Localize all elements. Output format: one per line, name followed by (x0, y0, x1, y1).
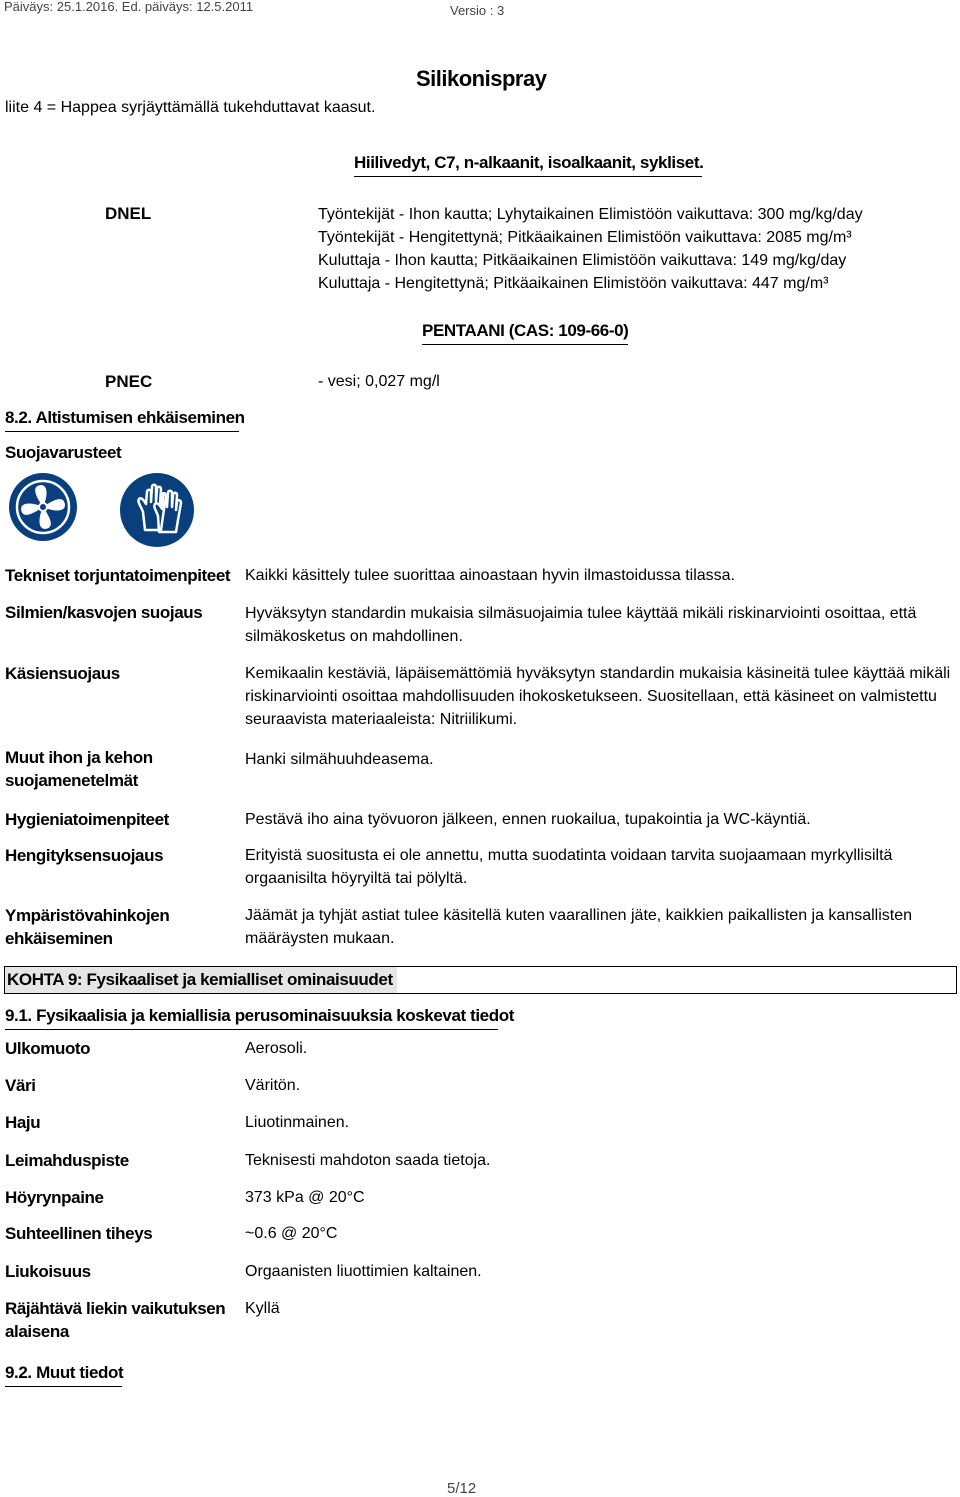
header-version: Versio : 3 (450, 3, 505, 18)
dnel-line-4: Kuluttaja - Hengitettynä; Pitkäaikainen Elimistöön vaikuttava: 447 mg/m³ (318, 275, 829, 292)
dnel-line-3: Kuluttaja - Ihon kautta; Pitkäaikainen Elimistöön vaikuttava: 149 mg/kg/day (318, 252, 847, 269)
prop-value-solubility: Orgaanisten liuottimien kaltainen. (245, 1263, 482, 1280)
row-value-technical: Kaikki käsittely tulee suorittaa ainoastaan hyvin ilmastoidussa tilassa. (245, 567, 736, 584)
section-9-bar (4, 966, 957, 994)
ventilation-icon (8, 472, 78, 542)
substance-name-hydrocarbons: Hiilivedyt, C7, n-alkaanit, isoalkaanit, sykliset. (354, 151, 702, 177)
dnel-label: DNEL (105, 204, 152, 223)
section-8-2-title: 8.2. Altistumisen ehkäiseminen (5, 406, 239, 432)
prop-label-solubility: Liukoisuus (5, 1262, 91, 1281)
header-dates: Päiväys: 25.1.2016. Ed. päiväys: 12.5.2011 (4, 0, 254, 14)
ppe-heading: Suojavarusteet (5, 443, 122, 462)
row-label-hand-protection: Käsiensuojaus (5, 664, 120, 683)
prop-value-relative-density: ~0.6 @ 20°C (245, 1225, 338, 1242)
prop-label-relative-density: Suhteellinen tiheys (5, 1224, 153, 1243)
prop-value-explosive: Kyllä (245, 1300, 280, 1317)
prop-value-odour: Liuotinmainen. (245, 1114, 350, 1131)
section-9-2-title: 9.2. Muut tiedot (5, 1361, 122, 1387)
prop-value-vapour-pressure: 373 kPa @ 20°C (245, 1189, 365, 1206)
substance-name-pentane: PENTAANI (CAS: 109-66-0) (422, 319, 628, 345)
product-title: Silikonispray (416, 66, 547, 91)
pnec-value: - vesi; 0,027 mg/l (318, 373, 440, 390)
dnel-line-1: Työntekijät - Ihon kautta; Lyhytaikainen Elimistöön vaikuttava: 300 mg/kg/day (318, 206, 863, 223)
prop-value-flash-point: Teknisesti mahdoton saada tietoja. (245, 1152, 491, 1169)
row-value-hygiene: Pestävä iho aina työvuoron jälkeen, ennen ruokailua, tupakointia ja WC-käyntiä. (245, 811, 811, 828)
prop-label-odour: Haju (5, 1113, 41, 1132)
section-9-1-title: 9.1. Fysikaalisia ja kemiallisia perusominaisuuksia koskevat tiedot (5, 1004, 498, 1030)
row-label-skin-protection: Muut ihon ja kehon suojamenetelmät (5, 748, 153, 790)
row-label-respiratory: Hengityksensuojaus (5, 846, 164, 865)
row-label-technical: Tekniset torjuntatoimenpiteet (5, 566, 231, 585)
row-label-environment: Ympäristövahinkojen ehkäiseminen (5, 906, 170, 948)
prop-label-appearance: Ulkomuoto (5, 1039, 91, 1058)
row-label-eye-protection: Silmien/kasvojen suojaus (5, 603, 203, 622)
page-number: 5/12 (447, 1480, 477, 1497)
prop-label-colour: Väri (5, 1076, 36, 1095)
prop-label-vapour-pressure: Höyrynpaine (5, 1188, 104, 1207)
dnel-line-2: Työntekijät - Hengitettynä; Pitkäaikainen Elimistöön vaikuttava: 2085 mg/m³ (318, 229, 852, 246)
prop-value-appearance: Aerosoli. (245, 1040, 308, 1057)
row-label-hygiene: Hygieniatoimenpiteet (5, 810, 169, 829)
oxygen-displacement-note: liite 4 = Happea syrjäyttämällä tukehduttavat kaasut. (5, 99, 376, 116)
gloves-icon (119, 472, 195, 548)
section-9-title: KOHTA 9: Fysikaaliset ja kemialliset ominaisuudet (5, 967, 397, 993)
prop-value-colour: Väritön. (245, 1077, 301, 1094)
row-value-skin-protection: Hanki silmähuuhdeasema. (245, 751, 434, 768)
prop-label-explosive: Räjähtävä liekin vaikutuksen alaisena (5, 1299, 226, 1341)
row-value-respiratory: Erityistä suositusta ei ole annettu, mutta suodatinta voidaan tarvita suojaamaan myrkyllisiltä orgaanisilta höyryiltä tai pölyltä. (245, 847, 893, 887)
row-value-eye-protection: Hyväksytyn standardin mukaisia silmäsuojaimia tulee käyttää mikäli riskinarviointi osoittaa, että silmäkosketus on mahdollinen. (245, 605, 917, 645)
prop-label-flash-point: Leimahduspiste (5, 1151, 129, 1170)
row-value-environment: Jäämät ja tyhjät astiat tulee käsitellä kuten vaarallinen jäte, kaikkien paikallisten ja kansallisten määräysten mukaan. (245, 907, 913, 947)
row-value-hand-protection: Kemikaalin kestäviä, läpäisemättömiä hyväksytyn standardin mukaisia käsineitä tulee käyttää mikäli riskinarviointi osoittaa mahdollisuuden ihokosketukseen. Suositellaan, että käsineet on valmistettu seuraavista materiaaleista: Nitriilikumi. (245, 665, 951, 728)
pnec-label: PNEC (105, 372, 153, 391)
